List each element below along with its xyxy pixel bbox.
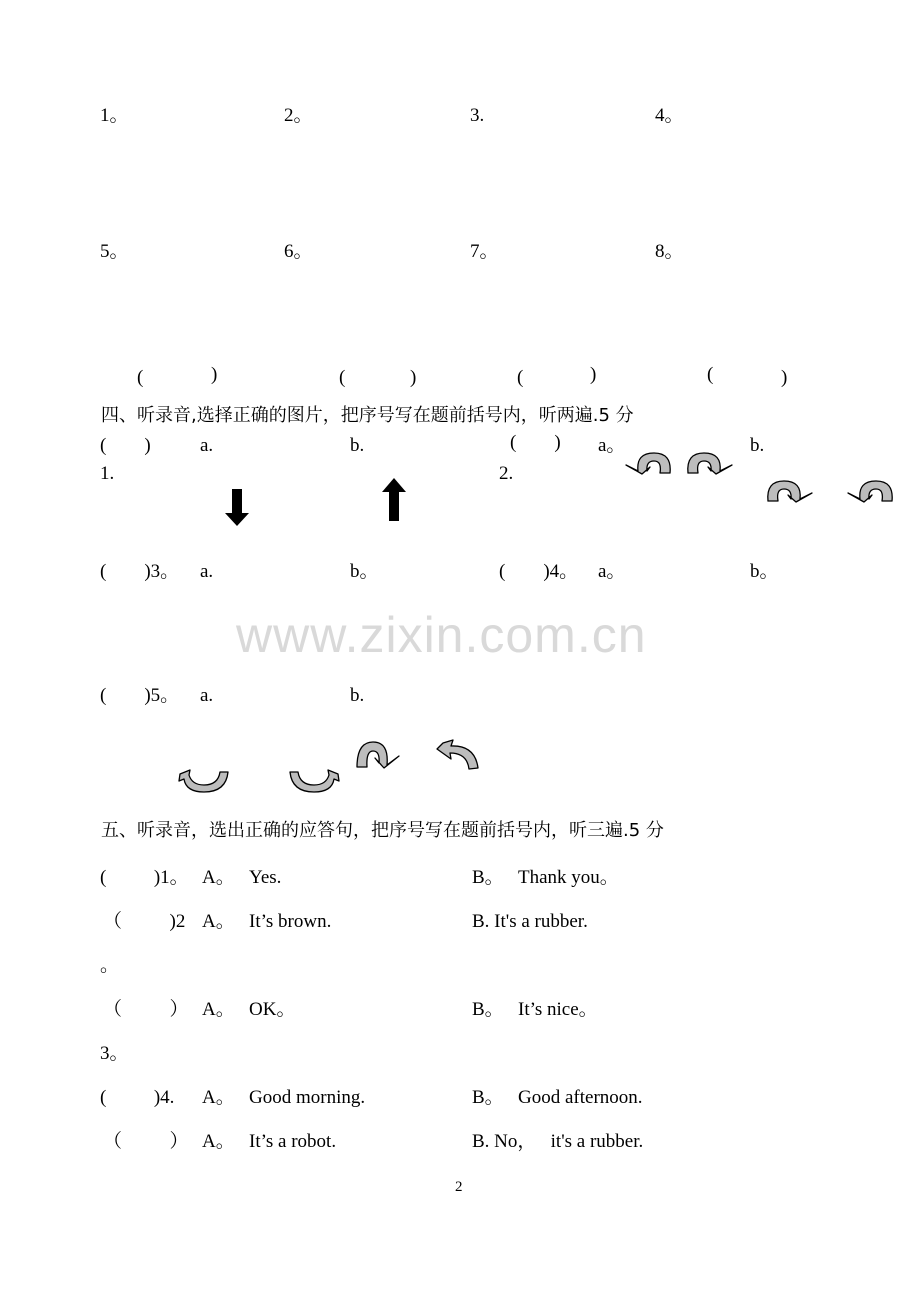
s4-q2-option-b: b. bbox=[750, 435, 765, 456]
s4-q1-number: 1. bbox=[100, 463, 115, 484]
s4-q5-option-b: b. bbox=[350, 685, 365, 706]
answer-paren-close-2: ) bbox=[410, 367, 417, 388]
s5-q2-label: （ )2 bbox=[103, 911, 186, 932]
s5-q3-option-a-letter: A。 bbox=[202, 999, 235, 1020]
s4-q4-label: ( )4。 bbox=[499, 561, 579, 582]
s5-q1-option-b-letter: B。 bbox=[472, 867, 504, 888]
s4-q3-option-a: a. bbox=[200, 561, 214, 582]
s5-q2-option-b-text: B. It's a rubber. bbox=[472, 911, 588, 932]
s5-q4-label: ( )4. bbox=[100, 1087, 175, 1108]
s4-q1-option-a: a. bbox=[200, 435, 214, 456]
turn-left-arrow-icon bbox=[622, 451, 674, 475]
s5-q2-tail: 。 bbox=[100, 955, 120, 976]
section4-title: 四、听录音,选择正确的图片，把序号写在题前括号内，听两遍.5 分 bbox=[101, 405, 634, 426]
picture-number-1: 1。 bbox=[100, 105, 129, 126]
s5-q3-number: 3。 bbox=[100, 1043, 129, 1064]
picture-number-2: 2。 bbox=[284, 105, 313, 126]
s5-q3-option-b-letter: B。 bbox=[472, 999, 504, 1020]
s5-q5-option-b-text: B. No， it's a rubber. bbox=[472, 1131, 644, 1152]
turn-right-arrow-icon bbox=[353, 739, 403, 769]
s5-q3-option-a-text: OK。 bbox=[249, 999, 296, 1020]
s4-q2-option-a: a。 bbox=[598, 435, 626, 456]
answer-paren-open-1: ( bbox=[137, 367, 144, 388]
u-turn-arrow-icon bbox=[288, 770, 340, 794]
s5-q3-option-b-text: It’s nice。 bbox=[518, 999, 598, 1020]
s5-q4-option-b-letter: B。 bbox=[472, 1087, 504, 1108]
s4-q3-option-b: b。 bbox=[350, 561, 379, 582]
picture-number-3: 3. bbox=[470, 105, 485, 126]
s4-q4-option-b: b。 bbox=[750, 561, 779, 582]
turn-back-arrow-icon bbox=[433, 739, 481, 771]
s5-q1-label: ( )1。 bbox=[100, 867, 189, 888]
s5-q2-option-a-text: It’s brown. bbox=[249, 911, 332, 932]
answer-paren-open-3: ( bbox=[517, 367, 524, 388]
s5-q4-option-a-letter: A。 bbox=[202, 1087, 235, 1108]
answer-paren-close-3: ) bbox=[590, 364, 597, 385]
s4-q2-number: 2. bbox=[499, 463, 514, 484]
picture-number-6: 6。 bbox=[284, 241, 313, 262]
s4-q5-option-a: a. bbox=[200, 685, 214, 706]
arrow-down-icon bbox=[224, 489, 250, 527]
s4-q5-label: ( )5。 bbox=[100, 685, 180, 706]
answer-paren-open-2: ( bbox=[339, 367, 346, 388]
picture-number-8: 8。 bbox=[655, 241, 684, 262]
picture-number-5: 5。 bbox=[100, 241, 129, 262]
u-turn-arrow-icon bbox=[178, 770, 230, 794]
answer-paren-close-1: ) bbox=[211, 364, 218, 385]
page-number: 2 bbox=[455, 1179, 463, 1195]
s5-q2-option-a-letter: A。 bbox=[202, 911, 235, 932]
s5-q4-option-a-text: Good morning. bbox=[249, 1087, 366, 1108]
s4-q4-option-a: a。 bbox=[598, 561, 626, 582]
s5-q4-option-b-text: Good afternoon. bbox=[518, 1087, 643, 1108]
answer-paren-close-4: ) bbox=[781, 367, 788, 388]
s5-q5-option-a-letter: A。 bbox=[202, 1131, 235, 1152]
picture-number-4: 4。 bbox=[655, 105, 684, 126]
watermark: www.zixin.com.cn bbox=[236, 607, 647, 663]
turn-right-arrow-icon bbox=[764, 479, 816, 503]
turn-right-arrow-icon bbox=[684, 451, 736, 475]
s4-q1-paren: ( ) bbox=[100, 435, 151, 456]
s4-q3-label: ( )3。 bbox=[100, 561, 180, 582]
s5-q5-label: （ ） bbox=[103, 1131, 189, 1152]
turn-left-arrow-icon bbox=[844, 479, 896, 503]
picture-number-7: 7。 bbox=[470, 241, 499, 262]
s5-q1-option-a-letter: A。 bbox=[202, 867, 235, 888]
s5-q1-option-b-text: Thank you。 bbox=[518, 867, 619, 888]
s5-q5-option-a-text: It’s a robot. bbox=[249, 1131, 337, 1152]
s4-q2-paren: ( ) bbox=[510, 432, 561, 453]
s5-q3-label: （ ） bbox=[103, 999, 189, 1020]
arrow-up-icon bbox=[381, 478, 407, 522]
answer-paren-open-4: ( bbox=[707, 364, 714, 385]
s4-q1-option-b: b. bbox=[350, 435, 365, 456]
section5-title: 五、听录音，选出正确的应答句，把序号写在题前括号内，听三遍.5 分 bbox=[101, 820, 664, 841]
s5-q1-option-a-text: Yes. bbox=[249, 867, 282, 888]
